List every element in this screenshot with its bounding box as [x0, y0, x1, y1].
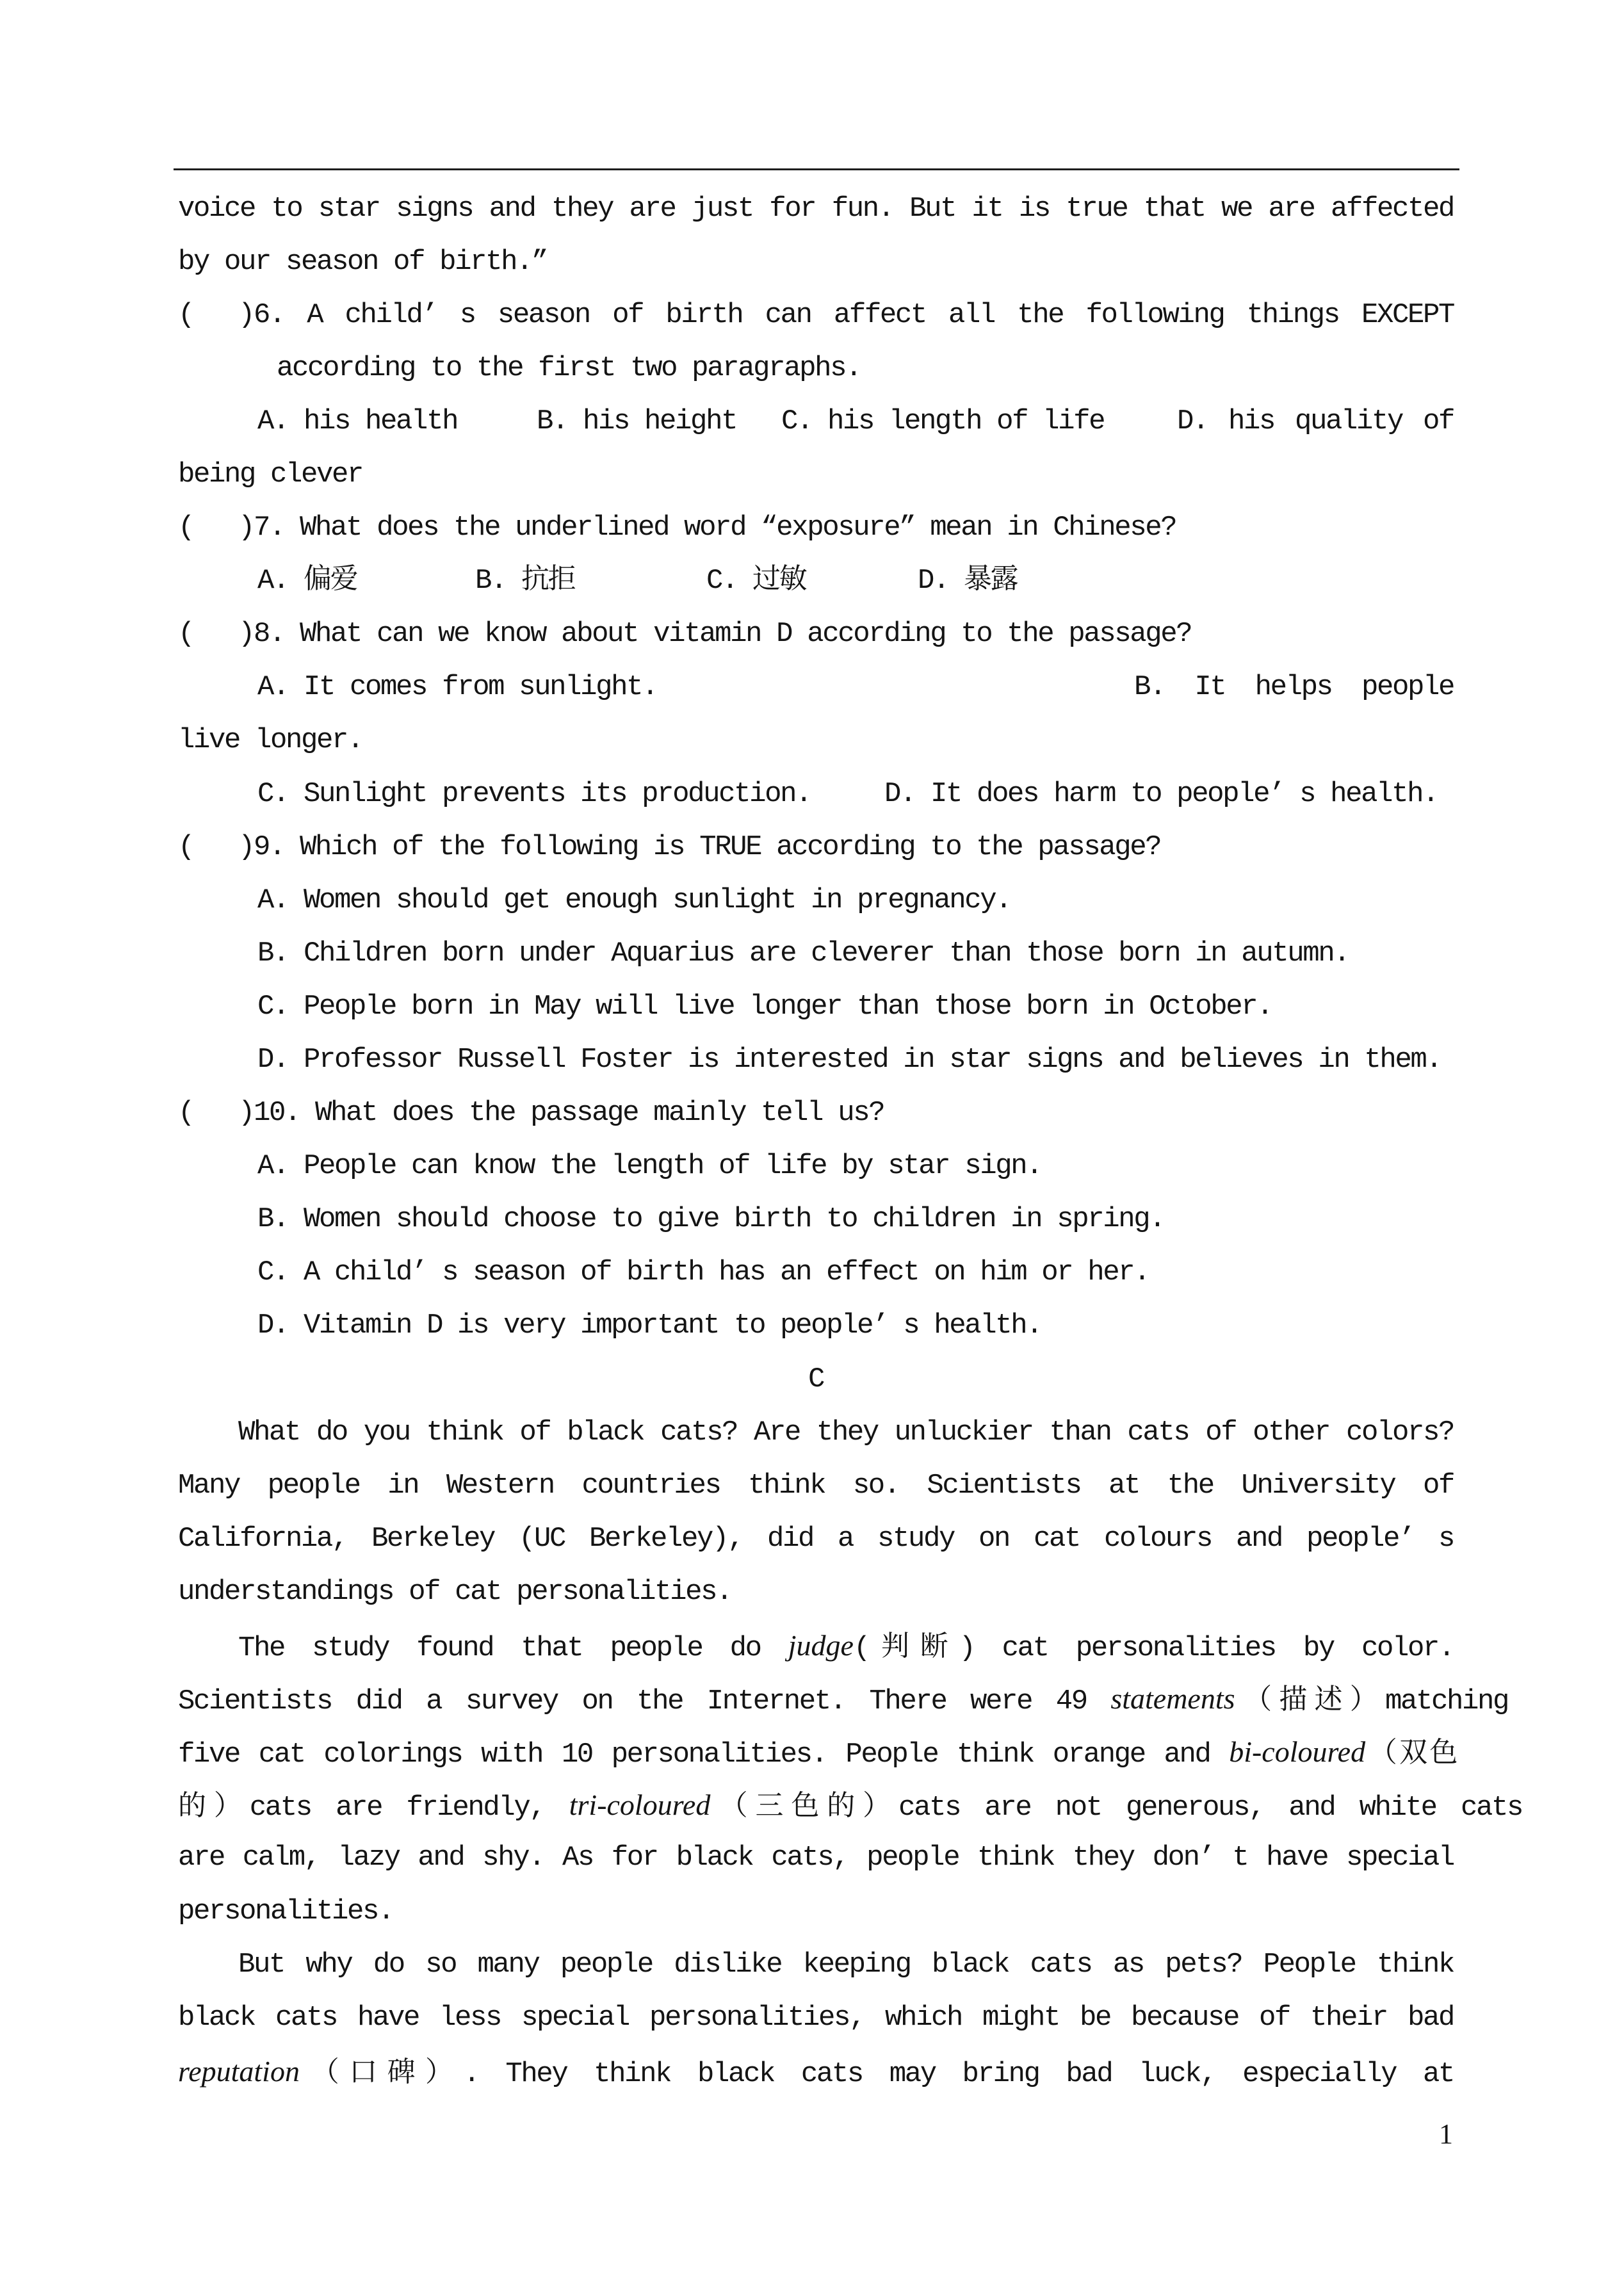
option-label: C.: [781, 405, 813, 437]
paragraph-1-line: California, Berkeley (UC Berkeley), did a study on cat colours and people’ s: [178, 1522, 1454, 1555]
question-number: 6.: [254, 298, 285, 331]
passage-b-line: by our season of birth.”: [178, 245, 548, 278]
question-7-stem: [238, 501, 1176, 555]
question-9-option-b: [257, 927, 1349, 980]
option-label: D.: [884, 777, 916, 810]
question-8-option-c: [257, 768, 811, 821]
answer-bracket-open: (: [178, 512, 194, 544]
section-title-line: [0, 1353, 1624, 1406]
question-6-stem: [238, 289, 1454, 342]
question-6-line: [0, 289, 1624, 342]
text-run: The study found that people do: [238, 1632, 788, 1665]
option-label: D.: [257, 1310, 289, 1342]
text-run: （三色的）cats are not generous, and white cats: [710, 1792, 1522, 1824]
passage-c-line: [0, 1778, 1624, 1831]
passage-c-line: [0, 1406, 1624, 1459]
passage-c-line: [0, 1831, 1624, 1885]
text-run: five cat colorings with 10 personalities. People think orange and: [178, 1739, 1230, 1771]
question-9-stem: [238, 821, 1160, 874]
answer-bracket-close: ): [238, 298, 254, 331]
option-label: B.: [257, 937, 289, 969]
question-text: according to the first two paragraphs.: [277, 352, 861, 384]
option-text: his quality of: [1228, 405, 1454, 437]
paragraph-2-line: [178, 1672, 1508, 1725]
italic-term: judge: [788, 1629, 854, 1662]
option-label: A.: [257, 565, 289, 597]
option-label: B.: [257, 1203, 289, 1236]
question-9-option-d-line: [0, 1034, 1624, 1087]
passage-c-line: [0, 2045, 1624, 2098]
passage-c-line: [0, 1672, 1624, 1725]
text-run: Scientists did a survey on the Internet. There were 49: [178, 1685, 1111, 1718]
question-8-line: [0, 608, 1624, 661]
question-text: What can we know about vitamin D according to the passage?: [300, 618, 1192, 651]
option-text: Women should get enough sunlight in pregnancy.: [304, 884, 1011, 916]
text-run: 的）cats are friendly,: [178, 1792, 569, 1824]
option-text: 抗拒: [521, 565, 575, 597]
option-label: D.: [918, 565, 949, 597]
question-10-option-a-line: [0, 1140, 1624, 1193]
question-8-option-b-continued: [0, 714, 1624, 767]
page-number: 1: [1439, 2118, 1453, 2150]
question-6-option-d-continued: [0, 448, 1624, 501]
paragraph-2-line: [178, 1778, 1522, 1831]
option-label: C.: [706, 565, 738, 597]
question-8-options-ab: [0, 661, 1624, 714]
text-run: （口碑）. They think black cats may bring bad luck, especially at: [299, 2057, 1454, 2090]
option-text: his health: [304, 405, 458, 437]
question-10-option-d-line: [0, 1299, 1624, 1352]
option-label: C.: [257, 1256, 289, 1289]
question-8-option-d: [884, 768, 1438, 821]
passage-c-line: [0, 1459, 1624, 1512]
option-label: B.: [1134, 671, 1165, 704]
answer-bracket-close: ): [238, 831, 254, 863]
question-6-option-b: [537, 395, 736, 448]
header-rule: [174, 168, 1459, 170]
italic-term: bi-coloured: [1229, 1735, 1366, 1769]
passage-c-line: [0, 1619, 1624, 1672]
question-number: 8.: [254, 618, 285, 651]
option-text: Professor Russell Foster is interested in star signs and believes in them.: [304, 1044, 1441, 1076]
paragraph-1-line: Many people in Western countries think so. Scientists at the University of: [178, 1469, 1454, 1502]
option-label: A.: [257, 671, 289, 704]
option-text: People can know the length of life by star sign.: [304, 1150, 1042, 1183]
italic-term: statements: [1110, 1682, 1235, 1715]
question-6-option-c: [781, 395, 1104, 448]
option-text: Women should choose to give birth to children in spring.: [304, 1203, 1165, 1236]
question-8-option-a: [257, 661, 657, 714]
question-10-option-a: [257, 1140, 1041, 1193]
question-text: Which of the following is TRUE according to the passage?: [300, 831, 1161, 863]
paragraph-3-line: But why do so many people dislike keeping black cats as pets? People think: [238, 1948, 1454, 1981]
answer-bracket-open: (: [178, 831, 194, 863]
option-text: his length of life: [827, 405, 1105, 437]
question-text: A child’ s season of birth can affect all the following things EXCEPT: [307, 298, 1454, 331]
question-10-option-d: [257, 1299, 1041, 1352]
option-text: being clever: [178, 458, 363, 491]
option-text: 偏爱: [304, 565, 357, 597]
page-text: [0, 182, 1624, 2098]
option-label: C.: [257, 777, 289, 810]
italic-term: tri-coloured: [569, 1788, 711, 1822]
passage-b-line: voice to star signs and they are just for fun. But it is true that we are affected: [178, 192, 1454, 225]
question-6-options: [0, 395, 1624, 448]
option-text: People born in May will live longer than those born in October.: [304, 990, 1272, 1023]
paragraph-2-line: [178, 1725, 1456, 1778]
italic-term: reputation: [178, 2054, 300, 2088]
question-6-stem-continued: [0, 342, 1624, 395]
option-label: C.: [257, 990, 289, 1023]
text-run: (判断) cat personalities by color.: [853, 1632, 1454, 1665]
paragraph-1-line: understandings of cat personalities.: [178, 1575, 732, 1608]
question-10-stem: [238, 1087, 884, 1140]
passage-c-line: [0, 1725, 1624, 1778]
question-text: What does the passage mainly tell us?: [315, 1097, 884, 1130]
question-8-option-b: [1134, 661, 1454, 714]
paragraph-3-line: [178, 2045, 1454, 2098]
answer-bracket-close: ): [238, 1097, 254, 1130]
answer-bracket-open: (: [178, 298, 194, 331]
option-text: his height: [583, 405, 737, 437]
option-label: D.: [1177, 405, 1208, 437]
question-10-option-c-line: [0, 1246, 1624, 1299]
option-text: A child’ s season of birth has an effect on him or her.: [304, 1256, 1149, 1289]
question-9-option-b-line: [0, 927, 1624, 980]
option-text: Children born under Aquarius are cleverer than those born in autumn.: [304, 937, 1349, 969]
text-line: [0, 182, 1624, 236]
paragraph-2-line: personalities.: [178, 1895, 394, 1927]
answer-bracket-open: (: [178, 1097, 194, 1130]
passage-c-line: [0, 1885, 1624, 1938]
option-text: 过敏: [752, 565, 806, 597]
section-title: C: [808, 1363, 824, 1395]
question-10-option-c: [257, 1246, 1149, 1299]
question-7-option-a: [257, 555, 357, 608]
passage-c-line: [0, 1938, 1624, 1991]
answer-bracket-close: ): [238, 618, 254, 651]
option-label: B.: [475, 565, 507, 597]
question-9-option-c-line: [0, 980, 1624, 1034]
question-10-option-b-line: [0, 1193, 1624, 1246]
option-text: It does harm to people’ s health.: [930, 777, 1438, 810]
question-number: 9.: [254, 831, 285, 863]
question-9-option-a: [257, 874, 1011, 927]
option-text: live longer.: [178, 724, 363, 757]
question-10-option-b: [257, 1193, 1164, 1246]
option-label: A.: [257, 405, 289, 437]
option-label: D.: [257, 1044, 289, 1076]
text-run: （双色: [1365, 1739, 1456, 1771]
question-9-option-d: [257, 1034, 1441, 1087]
question-7-option-d: [918, 555, 1017, 608]
question-number: 7.: [254, 512, 285, 544]
option-text: It comes from sunlight.: [304, 671, 658, 704]
answer-bracket-close: ): [238, 512, 254, 544]
passage-c-line: [0, 1991, 1624, 2045]
option-text: Sunlight prevents its production.: [304, 777, 811, 810]
question-6-option-a: [257, 395, 457, 448]
paragraph-1-line: What do you think of black cats? Are they unluckier than cats of other colors?: [238, 1416, 1454, 1448]
answer-bracket-open: (: [178, 618, 194, 651]
question-9-option-c: [257, 980, 1272, 1034]
paragraph-2-line: are calm, lazy and shy. As for black cats, people think they don’ t have special: [178, 1842, 1454, 1874]
passage-c-line: [0, 1566, 1624, 1619]
question-7-option-b: [475, 555, 574, 608]
question-6-option-d: [1177, 395, 1454, 448]
question-7-line: [0, 501, 1624, 555]
question-9-option-a-line: [0, 874, 1624, 927]
text-run: （描述）matching: [1235, 1685, 1508, 1718]
question-9-line: [0, 821, 1624, 874]
option-label: A.: [257, 884, 289, 916]
question-8-options-cd: [0, 768, 1624, 821]
question-8-stem: [238, 608, 1191, 661]
paragraph-3-line: black cats have less special personalities, which might be because of their bad: [178, 2001, 1454, 2034]
question-7-option-c: [706, 555, 806, 608]
question-number: 10.: [254, 1097, 300, 1130]
option-label: A.: [257, 1150, 289, 1183]
question-10-line: [0, 1087, 1624, 1140]
question-text: What does the underlined word “exposure” mean in Chinese?: [300, 512, 1176, 544]
question-7-options: [0, 555, 1624, 608]
paragraph-2-line: [238, 1619, 1454, 1672]
passage-c-line: [0, 1512, 1624, 1566]
option-text: It helps people: [1194, 671, 1454, 704]
option-text: Vitamin D is very important to people’ s health.: [304, 1310, 1042, 1342]
option-text: 暴露: [964, 565, 1018, 597]
text-line: [0, 236, 1624, 289]
option-label: B.: [537, 405, 568, 437]
